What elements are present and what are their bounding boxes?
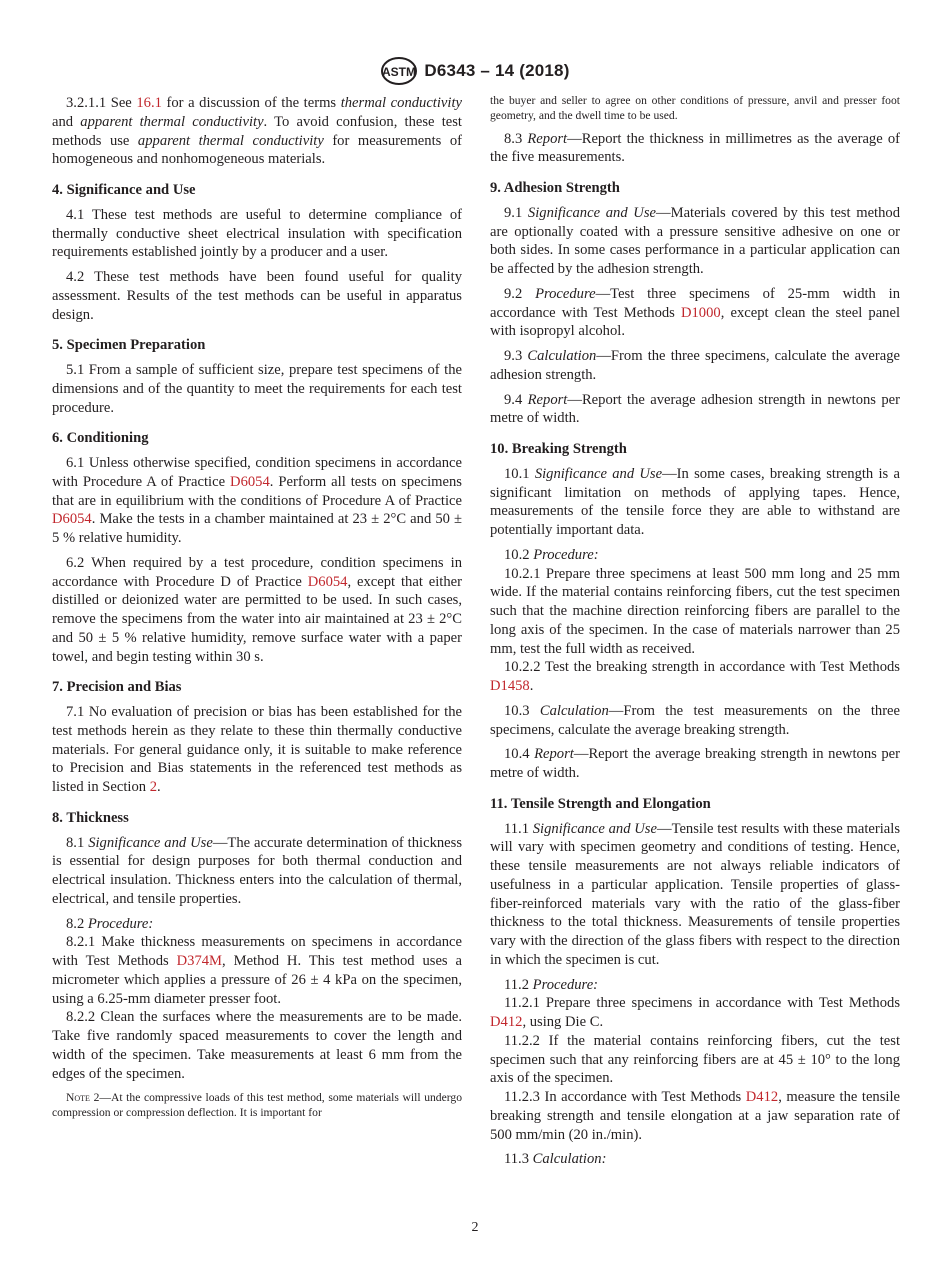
paragraph xyxy=(490,745,900,783)
text-run: the buyer and seller to agree on other conditions of pressure, anvil and presser foot geometry, and the dwell time to be used. xyxy=(490,94,900,122)
italic-text: Calculation xyxy=(527,348,597,365)
text-run: 4.2 These test methods have been found useful for quality assessment. Results of the test methods can be useful in apparatus design. xyxy=(52,269,462,323)
text-run: for a discussion of the terms xyxy=(161,95,341,111)
text-run: , measure the tensile breaking strength and tensile elongation at a jaw separation rate of 500 mm/min (20 in./min). xyxy=(490,1089,900,1143)
text-run: , except that either distilled or deionized water are permitted to be used. In such cases, remove the specimens from the water into air maintained at 23 ± 2°C and 50 ± 5 % relative humidity, remove surface water with a paper towel, and begin testing within 30 s. xyxy=(52,573,462,665)
text-run: . xyxy=(157,779,161,795)
italic-text: Significance and Use xyxy=(527,204,656,221)
page-number: 2 xyxy=(471,1220,479,1235)
italic-text: Procedure: xyxy=(87,915,154,932)
left-column xyxy=(52,94,462,1121)
paragraph xyxy=(490,391,900,429)
text-run: 11.2.3 In accordance with Test Methods xyxy=(504,1089,746,1106)
reference-link[interactable]: D6054 xyxy=(52,511,92,528)
reference-link[interactable]: D412 xyxy=(490,1014,523,1031)
italic-text: Procedure: xyxy=(533,546,599,563)
text-run: —Tensile test results with these materials will vary with specimen geometry and conditions of testing. Hence, these tensile measurements are not always reliable indicators of usefulness in a particular application. Tensile properties of glass-fiber-reinforced materials vary with the ratio of the glass-fiber thickness to the total thickness. Measurements of tensile properties vary with the direction of the glass fibers with respect to the direction in which the specimen is cut. xyxy=(490,820,900,968)
section-heading xyxy=(490,795,900,814)
italic-text: Calculation xyxy=(539,702,609,719)
paragraph xyxy=(52,834,462,909)
text-run: 11.2 xyxy=(504,976,533,993)
text-run: 4. Significance and Use xyxy=(52,182,196,198)
text-run: 8. Thickness xyxy=(52,809,129,826)
text-run: 8.2.1 Make thickness measurements on specimens in accordance with Test Methods xyxy=(52,934,462,969)
text-run: 10.4 xyxy=(504,746,535,763)
paragraph xyxy=(490,1088,900,1144)
text-run: 11.2.1 Prepare three specimens in accordance with Test Methods xyxy=(504,995,900,1012)
text-run: 9.3 xyxy=(504,348,528,365)
paragraph xyxy=(52,554,462,667)
text-run: 9.1 xyxy=(504,204,528,221)
text-run: 7. Precision and Bias xyxy=(52,679,182,696)
text-run: 10. Breaking Strength xyxy=(490,441,627,458)
paragraph xyxy=(52,915,462,934)
paragraph xyxy=(52,703,462,797)
text-run: 4.1 These test methods are useful to determine compliance of thermally conductive sheet electrical insulation with specification requirements established jointly by a producer and a user. xyxy=(52,206,462,261)
paragraph xyxy=(490,1150,900,1169)
text-run: —Report the average breaking strength in newtons per metre of width. xyxy=(490,746,901,782)
text-run: 9.4 xyxy=(504,391,528,408)
text-run: —Report the average adhesion strength in newtons per metre of width. xyxy=(490,391,900,427)
reference-link[interactable]: 16.1 xyxy=(136,95,162,111)
italic-text: Significance and Use xyxy=(534,465,663,482)
text-run: 8.2 xyxy=(66,915,88,932)
italic-text: Report xyxy=(527,130,568,147)
svg-text:ASTM: ASTM xyxy=(382,65,417,79)
italic-text: Significance and Use xyxy=(88,834,213,851)
text-run: 11.3 xyxy=(504,1151,533,1168)
note-paragraph xyxy=(490,94,900,124)
text-run: and xyxy=(52,113,81,130)
right-column xyxy=(490,94,900,1169)
paragraph xyxy=(52,94,462,169)
text-run: , except clean the steel panel with isopropyl alcohol. xyxy=(490,304,900,340)
text-run: 2—At the compressive loads of this test method, some materials will undergo compression or compression deflection. It is important for xyxy=(52,1091,462,1120)
paragraph xyxy=(490,702,900,740)
paragraph xyxy=(490,820,900,970)
italic-text: Procedure xyxy=(535,285,596,302)
reference-link[interactable]: D6054 xyxy=(307,573,348,590)
reference-link[interactable]: D374M xyxy=(176,953,223,969)
text-run: —Test three specimens of 25-mm width in accordance with Test Methods xyxy=(490,285,900,321)
text-run: 10.3 xyxy=(504,702,540,719)
paragraph xyxy=(490,347,900,385)
text-run: Note xyxy=(66,1091,90,1105)
italic-text: apparent thermal conductivity xyxy=(80,113,264,130)
text-run: , using Die C. xyxy=(522,1014,604,1031)
text-run: 11.2.2 If the material contains reinforcing fibers, cut the test specimen such that any reinforcing fibers are at 45 ± 10° to the long axis of the specimen. xyxy=(490,1032,900,1087)
italic-text: thermal conductivity xyxy=(340,95,462,111)
text-run: 8.2.2 Clean the surfaces where the measurements are to be made. Take five randomly spaced measurements to cover the length and width of the specimen. Take measurements at least 6 mm from the edges of the specimen. xyxy=(52,1009,462,1082)
paragraph xyxy=(52,206,462,262)
document-designation: D6343 – 14 (2018) xyxy=(424,61,570,80)
text-run: 6.2 When required by a test procedure, condition specimens in accordance with Procedure D of Practice xyxy=(52,554,462,590)
text-run: 7.1 No evaluation of precision or bias has been established for the test methods herein as they relate to these thin thermally conductive materials. For general guidance only, it is suitable to make reference to Precision and Bias statements in the referenced test methods as listed in Section xyxy=(52,704,462,795)
text-run: —In some cases, breaking strength is a significant limitation on methods of applying tapes. Hence, measurements of the tensile force they are able to withstand are potentially important data. xyxy=(490,465,900,539)
text-run: —From the test measurements on the three specimens, calculate the average breaking strength. xyxy=(490,702,901,738)
text-run: 10.2.1 Prepare three specimens at least 500 mm long and 25 mm wide. If the material contains reinforcing fibers, cut the test specimen such that the machine direction reinforcing fibers are parallel to the long axis of the specimen. In the case of materials narrower than 25 mm, test the full width as received. xyxy=(490,565,900,657)
text-run: 6.1 Unless otherwise specified, condition specimens in accordance with Procedure A of Practice xyxy=(52,455,462,490)
text-run: 8.3 xyxy=(504,130,528,147)
text-run: —Materials covered by this test method are optionally coated with a pressure sensitive adhesive on one or both sides. In some cases performance in a particular application can be affected by the adhesion strength. xyxy=(490,204,900,278)
paragraph xyxy=(490,130,900,168)
paragraph xyxy=(52,933,462,1008)
reference-link[interactable]: D1000 xyxy=(680,304,721,321)
astm-logo-icon xyxy=(380,56,418,86)
paragraph xyxy=(490,1032,900,1088)
text-run: —The accurate determination of thickness is essential for design purposes for both thermal conduction and electrical insulation. Thickness enters into the calculation of thermal, electrical, and tensile properties. xyxy=(52,834,462,907)
page-header xyxy=(0,56,950,86)
paragraph xyxy=(490,658,900,696)
section-heading xyxy=(490,440,900,459)
text-run: . Make the tests in a chamber maintained at 23 ± 2°C and 50 ± 5 % relative humidity. xyxy=(52,511,462,546)
text-run: 11.1 xyxy=(504,820,533,837)
paragraph xyxy=(490,976,900,995)
italic-text: Report xyxy=(527,391,568,408)
text-run: 10.1 xyxy=(504,465,535,482)
text-run: . To avoid confusion, these test methods use xyxy=(52,113,462,149)
text-run: 11. Tensile Strength and Elongation xyxy=(490,795,711,812)
paragraph xyxy=(52,454,462,548)
text-run: 8.1 xyxy=(66,834,89,851)
section-heading xyxy=(52,809,462,828)
reference-link[interactable]: D1458 xyxy=(490,678,530,695)
section-heading xyxy=(52,336,462,355)
text-run: 9.2 xyxy=(504,285,536,302)
section-heading xyxy=(52,181,462,200)
italic-text: Procedure: xyxy=(532,976,599,993)
text-run: 10.2.2 Test the breaking strength in accordance with Test Methods xyxy=(504,659,900,676)
text-run: 10.2 xyxy=(504,546,534,563)
paragraph xyxy=(490,285,900,341)
text-run: 3.2.1.1 See xyxy=(66,95,137,111)
italic-text: Calculation: xyxy=(532,1151,607,1168)
section-heading xyxy=(52,678,462,697)
reference-link[interactable]: D412 xyxy=(745,1089,779,1106)
paragraph xyxy=(52,361,462,417)
paragraph xyxy=(490,546,900,565)
italic-text: apparent thermal conductivity xyxy=(137,132,324,149)
text-run: 5.1 From a sample of sufficient size, prepare test specimens of the dimensions and of the quantity to meet the requirements for each test procedure. xyxy=(52,362,462,416)
text-run: 5. Specimen Preparation xyxy=(52,337,206,354)
paragraph xyxy=(490,565,900,659)
text-run: —From the three specimens, calculate the average adhesion strength. xyxy=(490,348,900,383)
paragraph xyxy=(52,268,462,324)
text-run: , Method H. This test method uses a micrometer which applies a pressure of 26 ± 4 kPa on the specimen, using a 6.25-mm diameter presser foot. xyxy=(52,953,463,1007)
italic-text: Significance and Use xyxy=(532,820,657,837)
italic-text: Report xyxy=(534,746,574,763)
reference-link[interactable]: D6054 xyxy=(230,473,270,490)
section-heading xyxy=(52,429,462,448)
note-paragraph xyxy=(52,1091,462,1121)
text-run: 6. Conditioning xyxy=(52,430,149,447)
text-run: 9. Adhesion Strength xyxy=(490,180,620,197)
text-run: . xyxy=(529,678,534,695)
paragraph xyxy=(52,1008,462,1083)
paragraph xyxy=(490,465,900,540)
text-run: for measurements of homogeneous and nonhomogeneous materials. xyxy=(52,132,462,168)
reference-link[interactable]: 2 xyxy=(149,779,157,795)
text-run: . Perform all tests on specimens that are in equilibrium with the conditions of Procedure A of Practice xyxy=(52,473,462,509)
paragraph xyxy=(490,204,900,279)
section-heading xyxy=(490,179,900,198)
text-run: —Report the thickness in millimetres as the average of the five measurements. xyxy=(490,130,900,166)
paragraph xyxy=(490,994,900,1032)
